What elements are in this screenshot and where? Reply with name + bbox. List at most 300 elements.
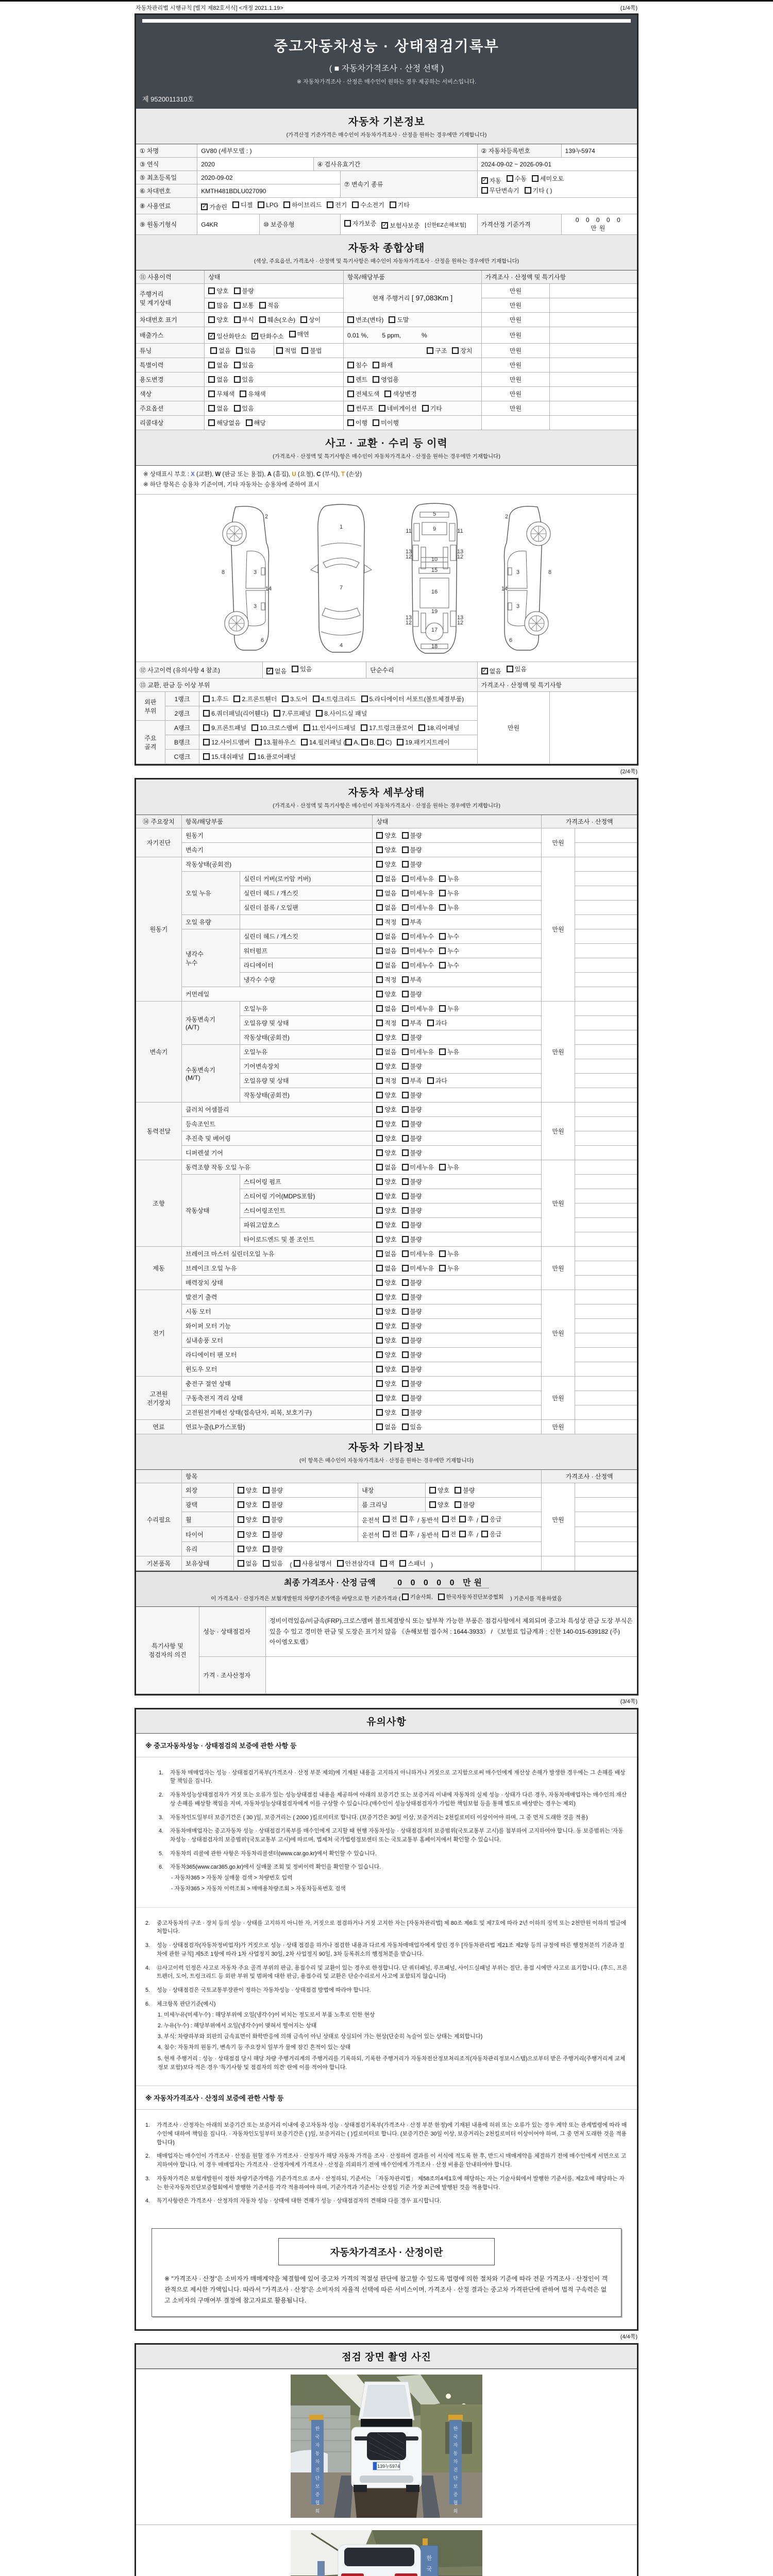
checkbox-option[interactable]: [376, 874, 396, 883]
checkbox-option[interactable]: [455, 1486, 475, 1495]
checkbox-option[interactable]: [376, 1379, 396, 1388]
diagram-underbody: [398, 502, 470, 656]
checkbox-option[interactable]: [376, 1134, 396, 1143]
svg-text:회: 회: [315, 2509, 320, 2514]
sub-group: 작동상태: [182, 1175, 240, 1247]
checkbox-option[interactable]: [266, 667, 287, 675]
checkbox-option[interactable]: [402, 918, 422, 926]
checkbox-label: 불량: [410, 1193, 422, 1200]
checkbox-option[interactable]: [402, 975, 422, 984]
checkbox-option[interactable]: [439, 903, 459, 912]
checkbox-option[interactable]: [397, 738, 449, 747]
checkbox-option[interactable]: [376, 1062, 396, 1071]
checkbox-option[interactable]: [282, 694, 307, 703]
checkbox-option[interactable]: [347, 418, 367, 427]
checkbox-option[interactable]: [292, 665, 312, 673]
checkbox-option[interactable]: 후: [459, 1515, 474, 1523]
checkbox-option[interactable]: [376, 1278, 396, 1287]
checkbox-option[interactable]: [238, 1515, 258, 1524]
checkbox-option[interactable]: [352, 200, 384, 209]
checkbox-label: 부족: [410, 919, 422, 926]
checkbox-option[interactable]: [376, 1019, 396, 1027]
checkbox-icon: [402, 1106, 409, 1113]
checkbox-option[interactable]: [507, 665, 527, 673]
checkbox-option[interactable]: [232, 200, 253, 209]
checkbox-option[interactable]: [376, 1177, 396, 1186]
checkbox-option[interactable]: [399, 1559, 426, 1568]
state-cell: [373, 1103, 542, 1117]
checkbox-option[interactable]: [234, 375, 254, 384]
checkbox-option[interactable]: [427, 346, 447, 355]
checkbox-option[interactable]: [390, 200, 410, 209]
checkbox-option[interactable]: [208, 418, 240, 427]
checkbox-label: 양호: [384, 1063, 397, 1071]
checkbox-option[interactable]: [402, 845, 422, 854]
checkbox-icon: [361, 696, 368, 702]
checkbox-option[interactable]: [234, 301, 254, 310]
checkbox-option[interactable]: [203, 752, 244, 761]
checkbox-option[interactable]: [402, 990, 422, 998]
checkbox-option[interactable]: 후: [400, 1530, 415, 1538]
svg-text:9: 9: [432, 526, 436, 533]
checkbox-option[interactable]: [373, 418, 399, 427]
checkbox-icon: [439, 1265, 446, 1272]
checkbox-option[interactable]: [376, 1120, 396, 1128]
checkbox-option[interactable]: [263, 1515, 283, 1524]
checkbox-label: 8.사이드실 패널: [324, 710, 367, 718]
checkbox-option[interactable]: [402, 1379, 422, 1388]
checkbox-option[interactable]: [246, 418, 266, 427]
memo-cell: [575, 1391, 637, 1405]
checkbox-option[interactable]: [255, 738, 296, 747]
checkbox-option[interactable]: 전: [442, 1530, 457, 1538]
state-cell: [373, 1232, 542, 1247]
checkbox-option[interactable]: [402, 932, 434, 941]
checkbox-label: 있음: [514, 666, 527, 673]
checkbox-option[interactable]: [402, 1249, 434, 1258]
checkbox-option[interactable]: [234, 404, 254, 413]
checkbox-option[interactable]: [251, 723, 298, 732]
state-code: A: [267, 471, 272, 478]
checkbox-option[interactable]: [376, 1249, 396, 1258]
checkbox-option[interactable]: [376, 1321, 396, 1330]
svg-text:진: 진: [315, 2467, 320, 2473]
checkbox-option[interactable]: [258, 201, 278, 209]
inspection-photo-front: [291, 2375, 482, 2518]
checkbox-option[interactable]: [376, 1105, 396, 1114]
checkbox-option[interactable]: [402, 1235, 422, 1244]
checkbox-option[interactable]: [203, 738, 250, 747]
row-value: [233, 1527, 358, 1542]
inspector-label: 성능 · 상태점검자: [199, 1607, 266, 1656]
checkbox-label: 부족: [410, 1020, 422, 1027]
checkbox-option[interactable]: [402, 1264, 434, 1273]
checkbox-option[interactable]: [376, 946, 396, 955]
checkbox-option[interactable]: [376, 1293, 396, 1301]
row-label: ② 자동차등록번호: [477, 144, 561, 158]
checkbox-option[interactable]: [251, 332, 283, 341]
checkbox-option[interactable]: [402, 1221, 422, 1229]
checkbox-option[interactable]: [384, 389, 416, 398]
checkbox-option[interactable]: [402, 1062, 422, 1071]
checkbox-option[interactable]: [439, 946, 459, 955]
checkbox-icon: [455, 1487, 461, 1494]
checkbox-option[interactable]: [203, 723, 246, 732]
checkbox-option[interactable]: [203, 709, 268, 718]
checkbox-option[interactable]: [347, 375, 367, 384]
checkbox-option[interactable]: [402, 1307, 422, 1316]
checkbox-option[interactable]: [481, 176, 501, 185]
checkbox-option[interactable]: 전: [442, 1515, 457, 1523]
checkbox-label: 불량: [410, 1366, 422, 1374]
checkbox-option[interactable]: [376, 1235, 396, 1244]
checkbox-option[interactable]: [294, 1559, 332, 1568]
checkbox-option[interactable]: [304, 723, 356, 732]
checkbox-option[interactable]: [402, 860, 422, 869]
checkbox-option[interactable]: [376, 1047, 396, 1056]
item-cell: 오일누유: [240, 1045, 373, 1059]
checkbox-option[interactable]: [203, 694, 228, 703]
checkbox-option[interactable]: [249, 752, 296, 761]
checkbox-option[interactable]: [427, 1076, 447, 1085]
checkbox-option[interactable]: [376, 1076, 396, 1085]
checkbox-option[interactable]: [438, 1593, 504, 1601]
checkbox-option[interactable]: [429, 1500, 449, 1509]
state-cell: [373, 1059, 542, 1074]
checkbox-option[interactable]: [376, 1336, 396, 1345]
checkbox-option[interactable]: [402, 1134, 422, 1143]
checkbox-option[interactable]: [402, 1033, 422, 1042]
checkbox-option[interactable]: [402, 1120, 422, 1128]
price-cell: 만원: [542, 1103, 575, 1160]
state-cell: [373, 1074, 542, 1088]
checkbox-option[interactable]: [201, 202, 227, 211]
checkbox-label: 훼손(오손): [267, 316, 296, 324]
checkbox-option[interactable]: [208, 361, 228, 369]
checkbox-icon: [402, 1135, 409, 1142]
checkbox-option[interactable]: [263, 1530, 283, 1539]
checkbox-icon: [507, 175, 513, 182]
memo-cell: [550, 313, 637, 327]
memo-cell: [575, 1247, 637, 1261]
checkbox-option[interactable]: [402, 874, 434, 883]
checkbox-option[interactable]: [208, 332, 246, 341]
checkbox-option[interactable]: [402, 1365, 422, 1374]
checkbox-option[interactable]: [402, 1148, 422, 1157]
page-2: [135, 778, 638, 1696]
checkbox-icon: [402, 1005, 409, 1012]
checkbox-option[interactable]: [327, 200, 347, 209]
checkbox-option[interactable]: [376, 1091, 396, 1099]
checkbox-option[interactable]: [381, 221, 419, 230]
checkbox-option[interactable]: [236, 346, 256, 355]
checkbox-option[interactable]: [259, 301, 279, 310]
checkbox-label: 부족: [410, 1077, 422, 1085]
checkbox-option[interactable]: [402, 1278, 422, 1287]
checkbox-option[interactable]: [402, 1336, 422, 1345]
photo-rear-row: [136, 2524, 637, 2576]
checkbox-option[interactable]: [376, 1033, 396, 1042]
checkbox-option[interactable]: [234, 286, 254, 295]
checkbox-label: 있음: [271, 1560, 283, 1568]
checkbox-option[interactable]: [376, 932, 396, 941]
item-cell: 라디에이터: [240, 958, 373, 973]
checkbox-option[interactable]: [376, 1192, 396, 1200]
checkbox-option[interactable]: [210, 346, 230, 355]
checkbox-option[interactable]: [439, 1264, 459, 1273]
checkbox-label: 있음: [300, 666, 312, 673]
checkbox-option[interactable]: [283, 200, 322, 209]
checkbox-icon: [345, 739, 352, 745]
checkbox-label: 양호: [384, 1351, 397, 1359]
checkbox-option[interactable]: 전: [383, 1515, 397, 1523]
checkbox-option[interactable]: [208, 315, 228, 324]
checkbox-option[interactable]: [301, 346, 322, 355]
checkbox-label: 양호: [384, 1207, 397, 1215]
checkbox-option[interactable]: [208, 301, 228, 310]
checkbox-option[interactable]: 후: [400, 1515, 415, 1523]
checkbox-option[interactable]: [402, 1350, 422, 1359]
checkbox-label: 없음: [384, 875, 397, 883]
checkbox-icon: [294, 1560, 300, 1567]
checkbox-option[interactable]: [455, 1500, 475, 1509]
row-label: ④ 검사유효기간: [313, 158, 477, 171]
memo-cell: [575, 1405, 637, 1420]
checkbox-label: 누수: [447, 962, 460, 970]
checkbox-option[interactable]: [376, 845, 396, 854]
checkbox-option[interactable]: 응급: [481, 1515, 501, 1523]
device-group: 자기진단: [136, 828, 182, 857]
final-price-label: 최종 가격조사 · 산정 금액: [284, 1579, 376, 1588]
checkbox-option[interactable]: [402, 831, 422, 840]
item-cell: 충전구 절연 상태: [182, 1377, 373, 1391]
checkbox-option[interactable]: [452, 346, 472, 355]
checkbox-option[interactable]: [238, 1545, 258, 1553]
checkbox-icon: [249, 753, 256, 760]
item-cell: 파워고압호스: [240, 1218, 373, 1232]
checkbox-option[interactable]: [263, 1486, 283, 1495]
checkbox-option[interactable]: [439, 1047, 459, 1056]
checkbox-option[interactable]: [234, 315, 254, 324]
checkbox-option[interactable]: [427, 1019, 447, 1027]
row-value: 2024-09-02 ~ 2026-09-01: [477, 158, 637, 171]
checkbox-option[interactable]: [238, 1530, 258, 1539]
checkbox-label: 불량: [410, 832, 422, 840]
checkbox-option[interactable]: [337, 1559, 375, 1568]
memo-cell: [575, 1319, 637, 1333]
checkbox-option[interactable]: [263, 1559, 283, 1568]
checkbox-option[interactable]: [402, 1394, 422, 1402]
checkbox-option[interactable]: [402, 1293, 422, 1301]
sub-group: 오일 누유: [182, 872, 240, 915]
checkbox-icon: [376, 1279, 383, 1286]
checkbox-option[interactable]: [344, 219, 376, 228]
checkbox-label: 없음: [384, 1164, 397, 1172]
checkbox-option[interactable]: [376, 975, 396, 984]
checkbox-option[interactable]: [376, 1148, 396, 1157]
checkbox-option[interactable]: [208, 404, 228, 413]
checkbox-option[interactable]: [376, 961, 396, 970]
checkbox-option[interactable]: [313, 694, 356, 703]
checkbox-option[interactable]: [238, 1559, 258, 1568]
checkbox-option[interactable]: [347, 361, 367, 369]
checkbox-option[interactable]: [402, 1076, 422, 1085]
state-cell: [373, 1131, 542, 1146]
appraiser-label: 가격 · 조사산정자: [199, 1656, 266, 1693]
checkbox-option[interactable]: [380, 1559, 395, 1568]
checkbox-option[interactable]: [402, 1163, 434, 1172]
checkbox-option[interactable]: [376, 1365, 396, 1374]
checkbox-option[interactable]: [402, 1047, 434, 1056]
svg-text:2: 2: [505, 514, 509, 520]
checkbox-option[interactable]: [208, 389, 234, 398]
checkbox-option[interactable]: [402, 1105, 422, 1114]
checkbox-label: 누수: [447, 933, 460, 941]
checkbox-option[interactable]: [238, 1500, 258, 1509]
checkbox-option[interactable]: [238, 1486, 258, 1495]
checkbox-option[interactable]: [361, 694, 464, 703]
checkbox-option[interactable]: [376, 860, 396, 869]
checkbox-option[interactable]: [376, 903, 396, 912]
state-cell: [373, 1391, 542, 1405]
checkbox-option[interactable]: [263, 1500, 283, 1509]
checkbox-option[interactable]: [439, 961, 459, 970]
checkbox-option[interactable]: [376, 990, 396, 998]
memo-cell: [575, 929, 637, 944]
checkbox-option[interactable]: [481, 186, 519, 195]
checkbox-label: 양호: [384, 1193, 397, 1200]
checkbox-option[interactable]: 응급: [481, 1530, 501, 1538]
checkbox-option[interactable]: [263, 1545, 283, 1553]
checkbox-option[interactable]: [402, 1408, 422, 1417]
checkbox-option[interactable]: [274, 709, 311, 718]
memo-cell: [575, 1016, 637, 1030]
checkbox-option[interactable]: 14.필러패널 ( A, B, C ): [301, 738, 392, 747]
checkbox-option[interactable]: [376, 1350, 396, 1359]
checkbox-option[interactable]: [439, 889, 459, 897]
checkbox-option[interactable]: [376, 831, 396, 840]
checkbox-option[interactable]: [240, 389, 266, 398]
checkbox-icon: [263, 1546, 270, 1552]
checkbox-option[interactable]: [402, 1593, 433, 1601]
checkbox-option[interactable]: [481, 667, 501, 675]
memo-cell: [575, 944, 637, 958]
col-header: [136, 1470, 182, 1483]
checkbox-option[interactable]: [376, 918, 396, 926]
state-cell: [205, 358, 344, 372]
checkbox-label: 네비게이션: [386, 405, 417, 412]
checkbox-option[interactable]: [402, 1192, 422, 1200]
col-header: 항목/해당부품: [182, 815, 373, 828]
checkbox-option[interactable]: [429, 1486, 449, 1495]
checkbox-label: 양호: [384, 1395, 397, 1402]
item-cell: [343, 387, 481, 401]
checkbox-option[interactable]: [402, 1321, 422, 1330]
checkbox-option[interactable]: [402, 946, 434, 955]
checkbox-option[interactable]: [389, 315, 409, 324]
checkbox-label: 누유: [447, 875, 460, 883]
checkbox-option[interactable]: [507, 174, 527, 183]
emission-values: 0.01 %, 5 ppm, %: [347, 331, 427, 339]
checkbox-option[interactable]: [439, 1004, 459, 1013]
checkbox-option[interactable]: [439, 1163, 459, 1172]
checkbox-option[interactable]: [347, 315, 383, 324]
checkbox-icon: [259, 316, 266, 323]
checkbox-option[interactable]: [439, 1249, 459, 1258]
checkbox-option[interactable]: [402, 1177, 422, 1186]
checkbox-label: 없음: [384, 947, 397, 955]
checkbox-option[interactable]: [208, 286, 228, 295]
checkbox-option[interactable]: [402, 1004, 434, 1013]
checkbox-option[interactable]: [439, 874, 459, 883]
checkbox-option[interactable]: [361, 723, 413, 732]
checkbox-option[interactable]: [300, 315, 321, 324]
checkbox-option[interactable]: [402, 1091, 422, 1099]
checkbox-option[interactable]: [259, 315, 295, 324]
checkbox-option[interactable]: [376, 1163, 396, 1172]
checkbox-option[interactable]: [379, 404, 417, 413]
checkbox-icon: [402, 1337, 409, 1344]
svg-text:진: 진: [453, 2467, 458, 2473]
checkbox-option[interactable]: [376, 889, 396, 897]
checkbox-option[interactable]: [402, 1206, 422, 1215]
memo-cell: [575, 1362, 637, 1377]
checkbox-option[interactable]: 후: [459, 1530, 474, 1538]
state-cell: [205, 298, 344, 313]
checkbox-option[interactable]: [525, 186, 552, 195]
state-cell: [373, 958, 542, 973]
checkbox-option[interactable]: [276, 346, 296, 355]
checkbox-label: 양호: [384, 991, 397, 998]
checkbox-option[interactable]: [402, 1019, 422, 1027]
checkbox-option[interactable]: [376, 1422, 396, 1431]
checkbox-option[interactable]: [376, 1221, 396, 1229]
checkbox-option[interactable]: [376, 1408, 396, 1417]
memo-cell: [575, 958, 637, 973]
checkbox-option[interactable]: [422, 404, 442, 413]
checkbox-option[interactable]: [402, 961, 434, 970]
checkbox-option[interactable]: [376, 1394, 396, 1402]
checkbox-icon: ✓: [202, 204, 207, 210]
checkbox-option[interactable]: [234, 361, 254, 369]
checkbox-option[interactable]: [373, 375, 399, 384]
checkbox-option[interactable]: [376, 1264, 396, 1273]
checkbox-option[interactable]: [532, 174, 564, 183]
checkbox-option[interactable]: [402, 903, 434, 912]
memo-cell: [575, 1131, 637, 1146]
checkbox-option[interactable]: 전: [383, 1530, 397, 1538]
state-cell: [373, 1377, 542, 1391]
checkbox-option[interactable]: [376, 1206, 396, 1215]
checkbox-option[interactable]: [418, 723, 459, 732]
checkbox-option[interactable]: [316, 709, 367, 718]
row-label: 타이어: [182, 1527, 234, 1542]
checkbox-option[interactable]: [439, 932, 459, 941]
checkbox-option[interactable]: [402, 889, 434, 897]
checkbox-option[interactable]: [208, 375, 228, 384]
checkbox-option[interactable]: [373, 361, 393, 369]
checkbox-option[interactable]: [347, 389, 379, 398]
checkbox-option[interactable]: [376, 1004, 396, 1013]
checkbox-option[interactable]: [347, 404, 374, 413]
warranty-insurer: [신한EZ손해보험]: [425, 222, 466, 228]
checkbox-option[interactable]: [289, 330, 309, 338]
checkbox-option[interactable]: [233, 694, 277, 703]
checkbox-option[interactable]: [376, 1307, 396, 1316]
checkbox-option[interactable]: [402, 1422, 422, 1431]
notice-item: 4. ⑫사고이력 인정은 사고로 자동차 주요 골격 부위의 판금, 용접수리 및 교환이 있는 경우로 한정합니다. 단 쿼터패널, 루프패널, 사이드실패널 부위는 절단, 용접 시에만 사고로 표기합니다. (후드, 프론트펜더, 도어, 트렁크리드 등 외판 부위 및 범퍼에 대한 판금, 용접수리 및 교환은 단순수리로서 사고에 포함되지 않습니다): [145, 1964, 628, 1980]
item-cell: 실린더 커버(로커암 커버): [240, 872, 373, 886]
